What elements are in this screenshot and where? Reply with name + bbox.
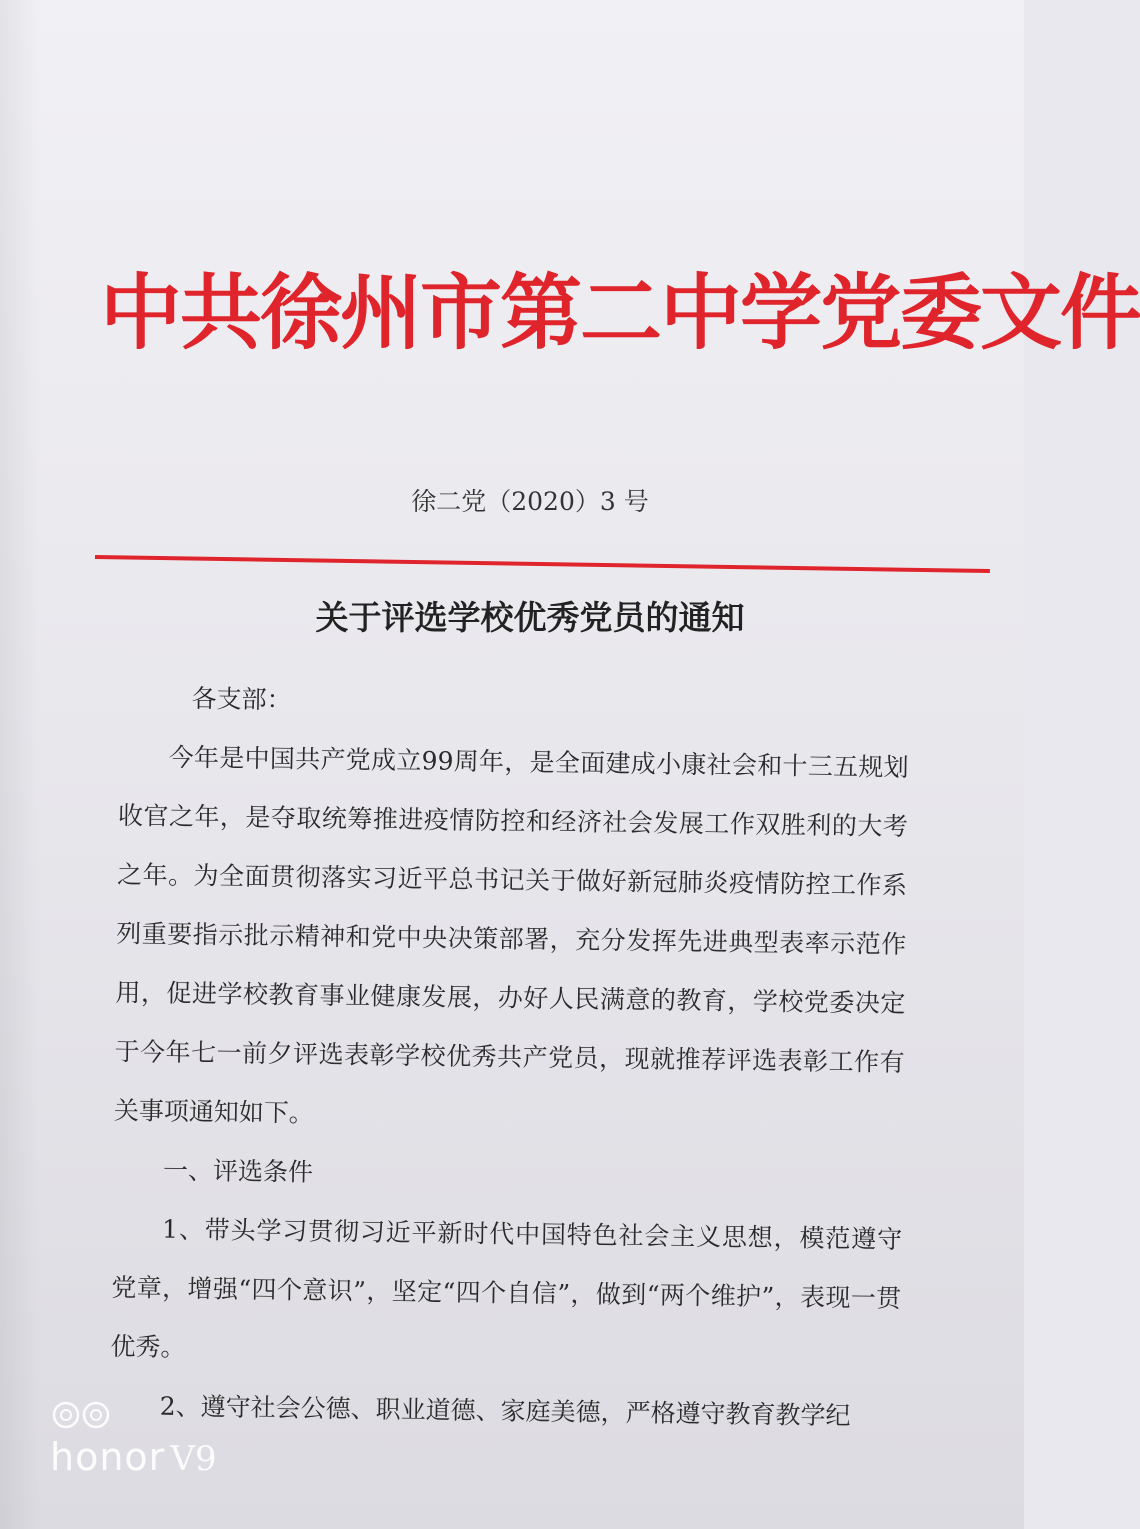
camera-watermark <box>50 1400 217 1479</box>
document-number: 徐二党（2020）3 号 <box>411 487 649 516</box>
criteria-item-2: 2、遵守社会公德、职业道德、家庭美德，严格遵守教育教学纪 <box>159 1391 851 1431</box>
dual-camera-icon <box>50 1400 122 1430</box>
red-divider-line <box>95 555 990 573</box>
paragraph-intro: 今年是中国共产党成立99周年，是全面建成小康社会和十三五规划收官之年，是夺取统筹推进疫情防控和经济社会发展工作双胜利的大考之年。为全面贯彻落实习近平总书记关于做好新冠肺炎疫情防控工作系列重要指示批示精神和党中央决策部署，充分发挥先进典型表率示范作用，促进学校教育事业健康发展，办好人民满意的教育，学校党委决定于今年七一前夕评选表彰学校优秀共产党员，现就推荐评选表彰工作有关事项通知如下。 <box>113 742 909 1128</box>
page-edge-shadow <box>0 0 40 1529</box>
watermark-brand: honor <box>50 1435 166 1479</box>
salutation: 各支部： <box>191 684 292 715</box>
section-heading-criteria: 一、评选条件 <box>162 1155 314 1187</box>
watermark-model: V9 <box>170 1439 217 1479</box>
notice-title: 关于评选学校优秀党员的通知 <box>315 598 745 637</box>
letterhead-title: 中共徐州市第二中学党委文件 <box>100 265 1140 361</box>
criteria-item-1: 1、带头学习贯彻习近平新时代中国特色社会主义思想，模范遵守党章，增强“四个意识”，坚定“四个自信”，做到“两个维护”，表现一贯优秀。 <box>110 1214 903 1362</box>
notice-body <box>109 668 910 1446</box>
